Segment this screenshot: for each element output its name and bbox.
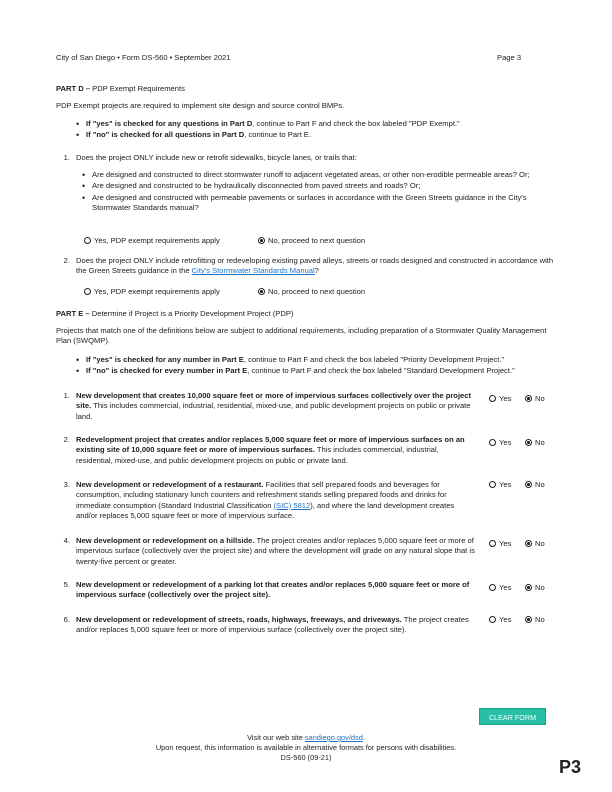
footer-website-line: [0, 733, 612, 743]
footer-visit-text: Visit our web site: [247, 733, 305, 742]
part-e-item-2-number: 2.: [63, 435, 70, 444]
part-e-item-6-bold: New development or redevelopment of streets, roads, highways, freeways, and driveways.: [76, 615, 402, 624]
part-e-item-4-yes-label: Yes: [499, 539, 512, 548]
part-e-item-4-no-option[interactable]: [525, 539, 545, 549]
part-e-item-2-yes-option[interactable]: [489, 438, 511, 448]
part-e-item-1-text: [76, 391, 476, 422]
part-e-item-5-no-label: No: [535, 583, 545, 592]
question-1-yes-option[interactable]: [84, 236, 220, 246]
part-e-item-1-yes-option[interactable]: [489, 394, 511, 404]
part-e-item-3-yes-radio[interactable]: [489, 481, 496, 488]
part-e-instruction-1-bold: If "yes" is checked for any number in Part E: [86, 355, 244, 364]
part-e-item-2-body: This includes commercial, industrial, residential, mixed-use, and public development projects on public or private land.: [76, 445, 439, 465]
question-1-no-radio[interactable]: [258, 237, 265, 244]
part-e-item-4-number: 4.: [63, 536, 70, 545]
part-e-item-5-number: 5.: [63, 580, 70, 589]
part-e-instruction-2-text: , continue to Part F and check the box labeled "Standard Development Project.": [247, 366, 515, 376]
part-d-instruction-2-text: , continue to Part E.: [244, 130, 311, 140]
part-e-item-5-yes-option[interactable]: [489, 583, 511, 593]
question-2-text-body: Does the project ONLY include retrofitting or redeveloping existing paved alleys, streets or roads designed and constructed in accordance with the Green Streets guidance in the: [76, 256, 554, 276]
page-marker: P3: [559, 757, 582, 777]
part-e-instruction-1-text: , continue to Part F and check the box labeled "Priority Development Project.": [243, 355, 505, 364]
part-e-item-4-no-label: No: [535, 539, 545, 548]
part-d-instruction-2: [76, 130, 556, 140]
part-e-item-4-bold: New development or redevelopment on a hillside.: [76, 536, 255, 545]
part-d-instruction-2-bold: If "no" is checked for all questions in Part D: [86, 130, 245, 140]
part-e-item-5-no-option[interactable]: [525, 583, 545, 593]
part-e-item-2-yes-radio[interactable]: [489, 439, 496, 446]
question-1-criterion-3: • Are designed and constructed with permeable pavements or surfaces in accordance with the Green Streets guidance in the City's Stormwater Standards manual?: [82, 193, 556, 214]
question-1-number: 1.: [63, 153, 70, 162]
part-e-item-1-yes-radio[interactable]: [489, 395, 496, 402]
part-e-title-label: PART E –: [56, 309, 90, 318]
part-e-instruction-1: [76, 355, 560, 365]
part-e-item-6-text: [76, 615, 476, 636]
question-2-number: 2.: [63, 256, 70, 265]
part-d-intro: PDP Exempt projects are required to implement site design and source control BMPs.: [56, 101, 345, 110]
part-e-item-3-bold: New development or redevelopment of a restaurant.: [76, 480, 264, 489]
part-e-item-4-body: The project creates and/or replaces 5,000 square feet or more of impervious surface (collectively over the project site) and where the development will grade on any natural slope that is twenty-five percent or greater.: [76, 536, 475, 566]
part-e-item-2-no-option[interactable]: [525, 438, 545, 448]
question-2-yes-label: Yes, PDP exempt requirements apply: [94, 287, 220, 296]
part-e-item-4-no-radio[interactable]: [525, 540, 532, 547]
question-2-yes-radio[interactable]: [84, 288, 91, 295]
question-1-no-label: No, proceed to next question: [268, 236, 366, 245]
question-1-no-option[interactable]: [258, 236, 365, 246]
part-e-item-6-no-option[interactable]: [525, 615, 545, 625]
part-e-item-3-text: [76, 480, 476, 521]
part-d-title-label: PART D –: [56, 84, 91, 93]
part-e-instruction-2: [76, 366, 560, 376]
part-e-item-2-yes-label: Yes: [499, 438, 512, 447]
question-1-yes-label: Yes, PDP exempt requirements apply: [94, 236, 220, 245]
part-e-item-2-bold: Redevelopment project that creates and/or replaces 5,000 square feet or more of impervious surfaces on an existing site of 10,000 square feet or more of impervious surfaces.: [76, 435, 465, 455]
part-e-item-3-no-radio[interactable]: [525, 481, 532, 488]
part-e-item-1-number: 1.: [63, 391, 70, 400]
part-e-item-6-no-label: No: [535, 615, 545, 624]
part-d-instruction-1-bold: If "yes" is checked for any questions in Part D: [86, 119, 253, 128]
part-e-title: [56, 309, 556, 319]
part-e-item-6-body: The project creates and/or replaces 5,000 square feet or more of impervious surface (collectively over the project site).: [76, 615, 469, 635]
part-e-item-1-no-option[interactable]: [525, 394, 545, 404]
part-e-instruction-2-bold: If "no" is checked for every number in Part E: [86, 366, 248, 376]
part-e-item-1-no-radio[interactable]: [525, 395, 532, 402]
part-e-item-3-no-option[interactable]: [525, 480, 545, 490]
part-e-item-2-no-radio[interactable]: [525, 439, 532, 446]
question-1-criterion-1: • Are designed and constructed to direct stormwater runoff to adjacent vegetated areas, or other non-erodible permeable areas? Or;: [82, 170, 556, 180]
part-e-item-5-bold: New development or redevelopment of a parking lot that creates and/or replaces 5,000 square feet or more of impervious surface (collectively over the project site).: [76, 580, 470, 600]
question-2-yes-option[interactable]: [84, 287, 220, 297]
part-e-item-1-bold: New development that creates 10,000 square feet or more of impervious surfaces collectively over the project site.: [76, 391, 472, 411]
part-e-item-4-yes-option[interactable]: [489, 539, 511, 549]
part-d-instruction-1-text: , continue to Part F and check the box labeled "PDP Exempt.": [252, 119, 460, 128]
part-d-instruction-1: [76, 119, 556, 129]
part-d-instructions: [76, 119, 556, 142]
footer-visit-suffix: .: [362, 733, 365, 742]
part-e-item-4-yes-radio[interactable]: [489, 540, 496, 547]
part-e-title-text: Determine if Project is a Priority Development Project (PDP): [89, 309, 294, 318]
question-1-yes-radio[interactable]: [84, 237, 91, 244]
question-1-criterion-2: • Are designed and constructed to be hydraulically disconnected from paved streets and roads? Or;: [82, 181, 556, 191]
part-e-item-6-yes-radio[interactable]: [489, 616, 496, 623]
part-d-title: [56, 84, 556, 94]
part-e-item-5-text: [76, 580, 476, 601]
question-2-no-radio[interactable]: [258, 288, 265, 295]
part-e-item-1-yes-label: Yes: [499, 394, 512, 403]
sic-5812-link[interactable]: (SIC) 5812: [273, 500, 311, 510]
part-e-item-3-body: Facilities that sell prepared foods and beverages for consumption, including stationary lunch counters and refreshment stands selling prepared foods and drinks for immediate consumption (Standard Industrial Classification: [76, 480, 447, 510]
part-e-item-3-no-label: No: [535, 480, 545, 489]
part-e-item-6-yes-option[interactable]: [489, 615, 511, 625]
footer-website-link[interactable]: sandiego.gov/dsd: [304, 733, 363, 742]
question-1-criteria: [82, 170, 556, 214]
part-e-intro: Projects that match one of the definitions below are subject to additional requirements, including preparation of a Stormwater Quality Management Plan (SWQMP).: [56, 326, 547, 346]
footer-form-code: DS-560 (09-21): [280, 753, 332, 762]
question-2-text: [76, 256, 556, 277]
part-e-item-3-body-end: ), and where the land development creates and/or replaces 5,000 square feet or more of impervious surface.: [76, 500, 455, 520]
part-e-item-3-number: 3.: [63, 480, 70, 489]
clear-form-button[interactable]: CLEAR FORM: [479, 708, 546, 725]
part-e-item-2-text: [76, 435, 476, 466]
part-e-instructions: [76, 355, 560, 378]
part-e-item-5-yes-radio[interactable]: [489, 584, 496, 591]
part-e-item-3-yes-option[interactable]: [489, 480, 511, 490]
part-e-item-1-body: This includes commercial, industrial, residential, mixed-use, and public development projects on public or private land.: [76, 401, 471, 421]
footer-accessibility-note: Upon request, this information is available in alternative formats for persons with disabilities.: [155, 743, 457, 752]
part-e-item-6-yes-label: Yes: [499, 615, 512, 624]
question-2-text-end: ?: [314, 266, 319, 276]
question-1-text: Does the project ONLY include new or retrofit sidewalks, bicycle lanes, or trails that:: [76, 153, 357, 162]
part-e-item-5-yes-label: Yes: [499, 583, 512, 592]
part-e-item-6-number: 6.: [63, 615, 70, 624]
part-e-item-5-no-radio[interactable]: [525, 584, 532, 591]
part-e-item-6-no-radio[interactable]: [525, 616, 532, 623]
stormwater-standards-manual-link[interactable]: City's Stormwater Standards Manual: [191, 266, 315, 276]
header-form-id: City of San Diego • Form DS-560 • September 2021: [56, 53, 231, 62]
part-e-item-3-yes-label: Yes: [499, 480, 512, 489]
question-2-no-option[interactable]: [258, 287, 365, 297]
header-page-number: Page 3: [497, 53, 522, 62]
part-e-item-1-no-label: No: [535, 394, 545, 403]
part-d-title-text: PDP Exempt Requirements: [90, 84, 185, 93]
part-e-item-2-no-label: No: [535, 438, 545, 447]
question-2-no-label: No, proceed to next question: [268, 287, 366, 296]
part-e-item-4-text: [76, 536, 476, 567]
